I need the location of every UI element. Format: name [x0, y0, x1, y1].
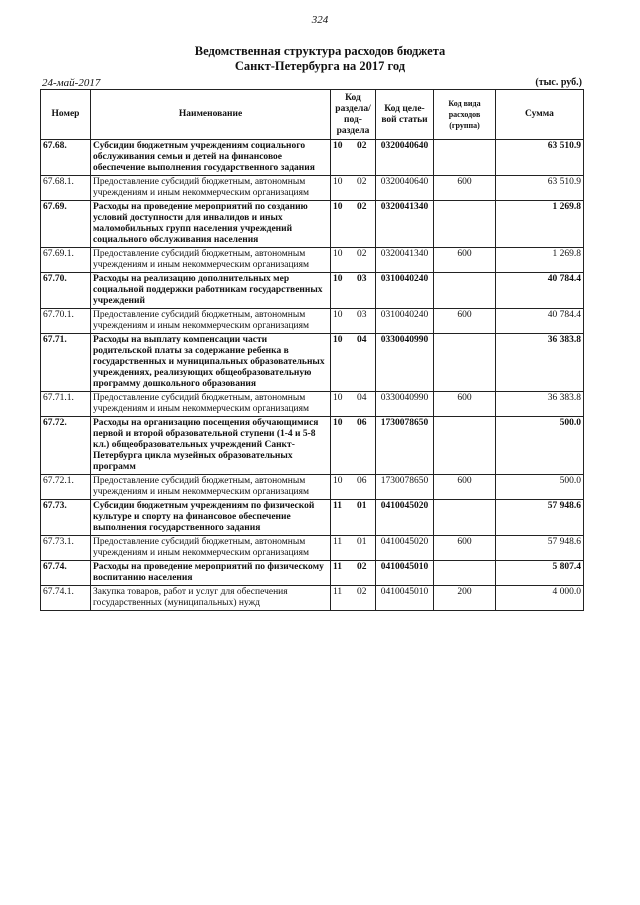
- table-row: [41, 273, 584, 309]
- row-article-code: 0310040240: [376, 273, 434, 309]
- document-date: 24-май-2017: [42, 77, 101, 89]
- row-name: Расходы на выплату компенсации части родительской платы за содержание ребенка в государственных и муниципальных образовательных учреждениях, реализующих общеобразовательную программу дошкольного образования: [91, 334, 331, 392]
- row-section-code: [331, 176, 376, 201]
- header-section: Код раздела/ под- раздела: [331, 90, 376, 140]
- row-name: Расходы на организацию посещения обучающимися первой и второй образовательной ступени (1-4 и 5-8 кл.) общеобразовательных учреждений Санкт-Петербурга цикла музейных образовательных программ: [91, 417, 331, 475]
- row-name: Предоставление субсидий бюджетным, автономным учреждениям и иным некоммерческим организациям: [91, 248, 331, 273]
- row-article-code: 0320041340: [376, 201, 434, 248]
- row-section: 10: [333, 393, 343, 403]
- row-number: 67.68.1.: [41, 176, 91, 201]
- row-number: 67.71.: [41, 334, 91, 392]
- table-header-row: [41, 90, 584, 140]
- row-name: Предоставление субсидий бюджетным, автономным учреждениям и иным некоммерческим организациям: [91, 176, 331, 201]
- row-number: 67.69.1.: [41, 248, 91, 273]
- row-amount: 63 510.9: [496, 176, 584, 201]
- title-line-2: Санкт-Петербурга на 2017 год: [234, 59, 406, 73]
- table-row: [41, 334, 584, 392]
- row-section: 10: [333, 249, 343, 259]
- row-section-code: [331, 248, 376, 273]
- row-number: 67.70.: [41, 273, 91, 309]
- row-amount: 500.0: [496, 417, 584, 475]
- row-article-code: 0410045010: [376, 586, 434, 611]
- header-article: Код целе- вой статьи: [376, 90, 434, 140]
- row-subsection: 02: [357, 587, 367, 597]
- row-section-code: [331, 536, 376, 561]
- row-expense-type: 600: [434, 392, 496, 417]
- row-subsection: 04: [357, 393, 367, 403]
- table-body: [41, 140, 584, 611]
- row-number: 67.73.: [41, 500, 91, 536]
- row-name: Закупка товаров, работ и услуг для обеспечения государственных (муниципальных) нужд: [91, 586, 331, 611]
- row-expense-type: 200: [434, 586, 496, 611]
- row-expense-type: 600: [434, 475, 496, 500]
- row-section-code: [331, 201, 376, 248]
- row-expense-type: 600: [434, 536, 496, 561]
- row-amount: 40 784.4: [496, 273, 584, 309]
- row-subsection: 02: [357, 249, 367, 259]
- row-name: Расходы на проведение мероприятий по созданию условий доступности для инвалидов и иных маломобильных групп населения учреждений социального обслуживания населения: [91, 201, 331, 248]
- row-expense-type: 600: [434, 176, 496, 201]
- row-number: 67.69.: [41, 201, 91, 248]
- row-section: 11: [333, 587, 343, 597]
- row-section-code: [331, 392, 376, 417]
- table-row: [41, 417, 584, 475]
- header-amount: Сумма: [496, 90, 584, 140]
- table-row: [41, 561, 584, 586]
- row-name: Предоставление субсидий бюджетным, автономным учреждениям и иным некоммерческим организациям: [91, 309, 331, 334]
- row-amount: 63 510.9: [496, 140, 584, 176]
- table-row: [41, 536, 584, 561]
- table-row: [41, 201, 584, 248]
- table-row: [41, 176, 584, 201]
- row-subsection: 02: [357, 202, 367, 212]
- row-name: Субсидии бюджетным учреждениям по физической культуре и спорту на финансовое обеспечение выполнения государственного задания: [91, 500, 331, 536]
- row-article-code: 1730078650: [376, 475, 434, 500]
- row-number: 67.68.: [41, 140, 91, 176]
- row-amount: 36 383.8: [496, 392, 584, 417]
- row-subsection: 03: [357, 310, 367, 320]
- table-row: [41, 309, 584, 334]
- row-name: Предоставление субсидий бюджетным, автономным учреждениям и иным некоммерческим организациям: [91, 536, 331, 561]
- row-section: 10: [333, 274, 343, 284]
- row-article-code: 0310040240: [376, 309, 434, 334]
- row-amount: 40 784.4: [496, 309, 584, 334]
- row-section-code: [331, 334, 376, 392]
- document-title: [0, 44, 640, 74]
- row-section-code: [331, 309, 376, 334]
- header-name: Наименование: [91, 90, 331, 140]
- row-section: 10: [333, 141, 343, 151]
- row-amount: 57 948.6: [496, 536, 584, 561]
- row-article-code: 0330040990: [376, 334, 434, 392]
- table-row: [41, 586, 584, 611]
- row-article-code: 0410045010: [376, 561, 434, 586]
- row-expense-type: 600: [434, 248, 496, 273]
- table-row: [41, 392, 584, 417]
- table-row: [41, 475, 584, 500]
- row-section-code: [331, 561, 376, 586]
- row-section: 10: [333, 310, 343, 320]
- row-subsection: 02: [357, 141, 367, 151]
- row-section-code: [331, 500, 376, 536]
- row-section: 10: [333, 202, 343, 212]
- row-number: 67.74.: [41, 561, 91, 586]
- row-number: 67.74.1.: [41, 586, 91, 611]
- row-number: 67.70.1.: [41, 309, 91, 334]
- row-section: 11: [333, 537, 343, 547]
- row-article-code: 0410045020: [376, 536, 434, 561]
- row-name: Расходы на реализацию дополнительных мер социальной поддержки работникам государственных учреждений: [91, 273, 331, 309]
- row-expense-type: 600: [434, 309, 496, 334]
- row-number: 67.72.1.: [41, 475, 91, 500]
- row-name: Предоставление субсидий бюджетным, автономным учреждениям и иным некоммерческим организациям: [91, 392, 331, 417]
- row-expense-type: [434, 561, 496, 586]
- row-number: 67.71.1.: [41, 392, 91, 417]
- row-number: 67.73.1.: [41, 536, 91, 561]
- row-name: Расходы на проведение мероприятий по физическому воспитанию населения: [91, 561, 331, 586]
- table-row: [41, 500, 584, 536]
- row-section: 10: [333, 418, 343, 428]
- table-row: [41, 248, 584, 273]
- row-expense-type: [434, 140, 496, 176]
- row-section-code: [331, 586, 376, 611]
- row-section-code: [331, 417, 376, 475]
- row-section: 10: [333, 335, 343, 345]
- title-line-1: Ведомственная структура расходов бюджета: [194, 44, 446, 58]
- row-subsection: 02: [357, 177, 367, 187]
- row-amount: 1 269.8: [496, 201, 584, 248]
- row-section: 11: [333, 562, 342, 572]
- row-number: 67.72.: [41, 417, 91, 475]
- row-amount: 36 383.8: [496, 334, 584, 392]
- row-expense-type: [434, 417, 496, 475]
- row-amount: 4 000.0: [496, 586, 584, 611]
- row-name: Предоставление субсидий бюджетным, автономным учреждениям и иным некоммерческим организациям: [91, 475, 331, 500]
- row-subsection: 06: [357, 418, 367, 428]
- row-expense-type: [434, 500, 496, 536]
- row-article-code: 0320041340: [376, 248, 434, 273]
- row-amount: 500.0: [496, 475, 584, 500]
- row-article-code: 0410045020: [376, 500, 434, 536]
- row-section-code: [331, 140, 376, 176]
- header-expense-type: Код вида расходов (группа): [434, 90, 496, 140]
- row-section-code: [331, 273, 376, 309]
- budget-table: [40, 89, 584, 611]
- units-label: (тыс. руб.): [535, 77, 582, 88]
- row-name: Субсидии бюджетным учреждениям социального обслуживания семьи и детей на финансовое обеспечение выполнения государственного задания: [91, 140, 331, 176]
- header-number: Номер: [41, 90, 91, 140]
- row-amount: 1 269.8: [496, 248, 584, 273]
- row-expense-type: [434, 201, 496, 248]
- row-subsection: 01: [357, 501, 367, 511]
- table-row: [41, 140, 584, 176]
- row-subsection: 01: [357, 537, 367, 547]
- row-expense-type: [434, 273, 496, 309]
- row-expense-type: [434, 334, 496, 392]
- row-subsection: 02: [357, 562, 367, 572]
- row-subsection: 03: [357, 274, 367, 284]
- row-article-code: 0330040990: [376, 392, 434, 417]
- row-subsection: 06: [357, 476, 367, 486]
- row-section: 10: [333, 177, 343, 187]
- row-amount: 57 948.6: [496, 500, 584, 536]
- row-article-code: 0320040640: [376, 176, 434, 201]
- page-number: 324: [311, 14, 329, 26]
- row-amount: 5 807.4: [496, 561, 584, 586]
- row-article-code: 1730078650: [376, 417, 434, 475]
- row-section: 10: [333, 476, 343, 486]
- row-section: 11: [333, 501, 342, 511]
- row-article-code: 0320040640: [376, 140, 434, 176]
- row-subsection: 04: [357, 335, 367, 345]
- row-section-code: [331, 475, 376, 500]
